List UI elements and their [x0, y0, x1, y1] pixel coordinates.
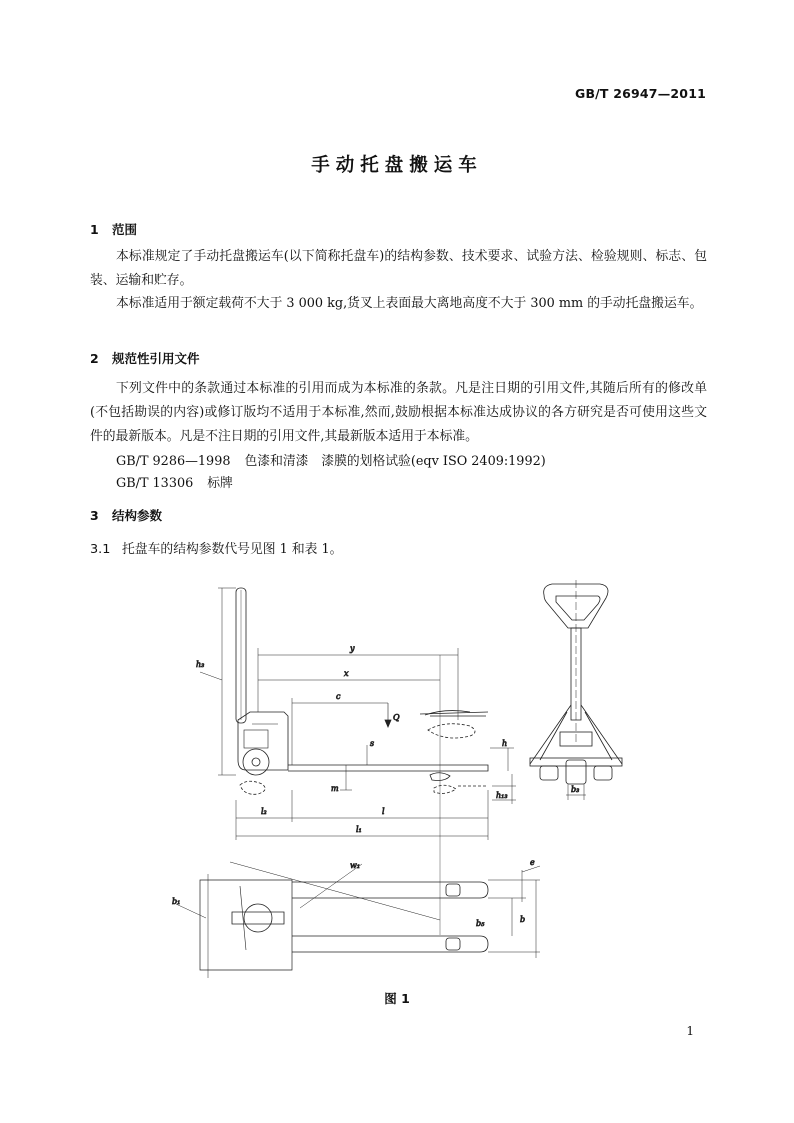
- section-title: 范围: [112, 222, 138, 237]
- reference-title: 标牌: [207, 476, 233, 491]
- steer-wheel: [243, 749, 269, 775]
- label-b5: b₅: [476, 919, 485, 928]
- section-number: 2: [90, 351, 99, 366]
- scope-paragraph-1: 本标准规定了手动托盘搬运车(以下简称托盘车)的结构参数、技术要求、试验方法、检验规则、标志、包装、运输和贮存。: [90, 249, 707, 288]
- label-c: c: [336, 692, 341, 701]
- label-h3: h₃: [196, 660, 205, 669]
- label-l2: l₂: [261, 807, 267, 816]
- normative-paragraph: 下列文件中的条款通过本标准的引用而成为本标准的条款。凡是注日期的引用文件,其随后所有的修改单(不包括勘误的内容)或修订版均不适用于本标准,然而,鼓励根据本标准达成协议的各方研究是否可使用这些文件的最新版本。凡是不注日期的引用文件,其最新版本适用于本标准。: [90, 381, 707, 444]
- section-title: 结构参数: [112, 508, 163, 523]
- label-h: h: [502, 739, 508, 748]
- section-number: 3: [90, 508, 99, 523]
- page-number: 1: [686, 1024, 694, 1038]
- label-x: x: [344, 669, 349, 678]
- label-b1: b₁: [172, 897, 181, 906]
- reference-title: 色漆和清漆 漆膜的划格试验(eqv ISO 2409:1992): [244, 454, 546, 469]
- label-l: l: [382, 807, 385, 816]
- clause-text: 托盘车的结构参数代号见图 1 和表 1。: [122, 542, 343, 557]
- label-y: y: [350, 644, 355, 653]
- label-w1: w₁: [350, 861, 361, 870]
- label-e: e: [530, 858, 535, 867]
- label-l1: l₁: [356, 825, 362, 834]
- label-b3: b₃: [571, 785, 580, 794]
- clause-number: 3.1: [90, 542, 111, 557]
- label-b: b: [520, 915, 526, 924]
- fork-side: [288, 765, 488, 771]
- label-Q: Q: [393, 713, 400, 722]
- page-title: 手动托盘搬运车: [311, 155, 483, 176]
- scope-paragraph-2: 本标准适用于额定载荷不大于 3 000 kg,货叉上表面最大离地高度不大于 300 mm 的手动托盘搬运车。: [116, 296, 703, 311]
- reference-code: GB/T 13306: [116, 476, 194, 491]
- label-s: s: [370, 739, 375, 748]
- figure-caption: 图 1: [384, 991, 410, 1006]
- reference-code: GB/T 9286—1998: [116, 454, 231, 469]
- standard-code: GB/T 26947—2011: [574, 86, 706, 101]
- section-title: 规范性引用文件: [112, 351, 200, 366]
- label-m: m: [331, 784, 339, 793]
- label-h13: h₁₃: [496, 791, 508, 800]
- section-number: 1: [90, 222, 99, 237]
